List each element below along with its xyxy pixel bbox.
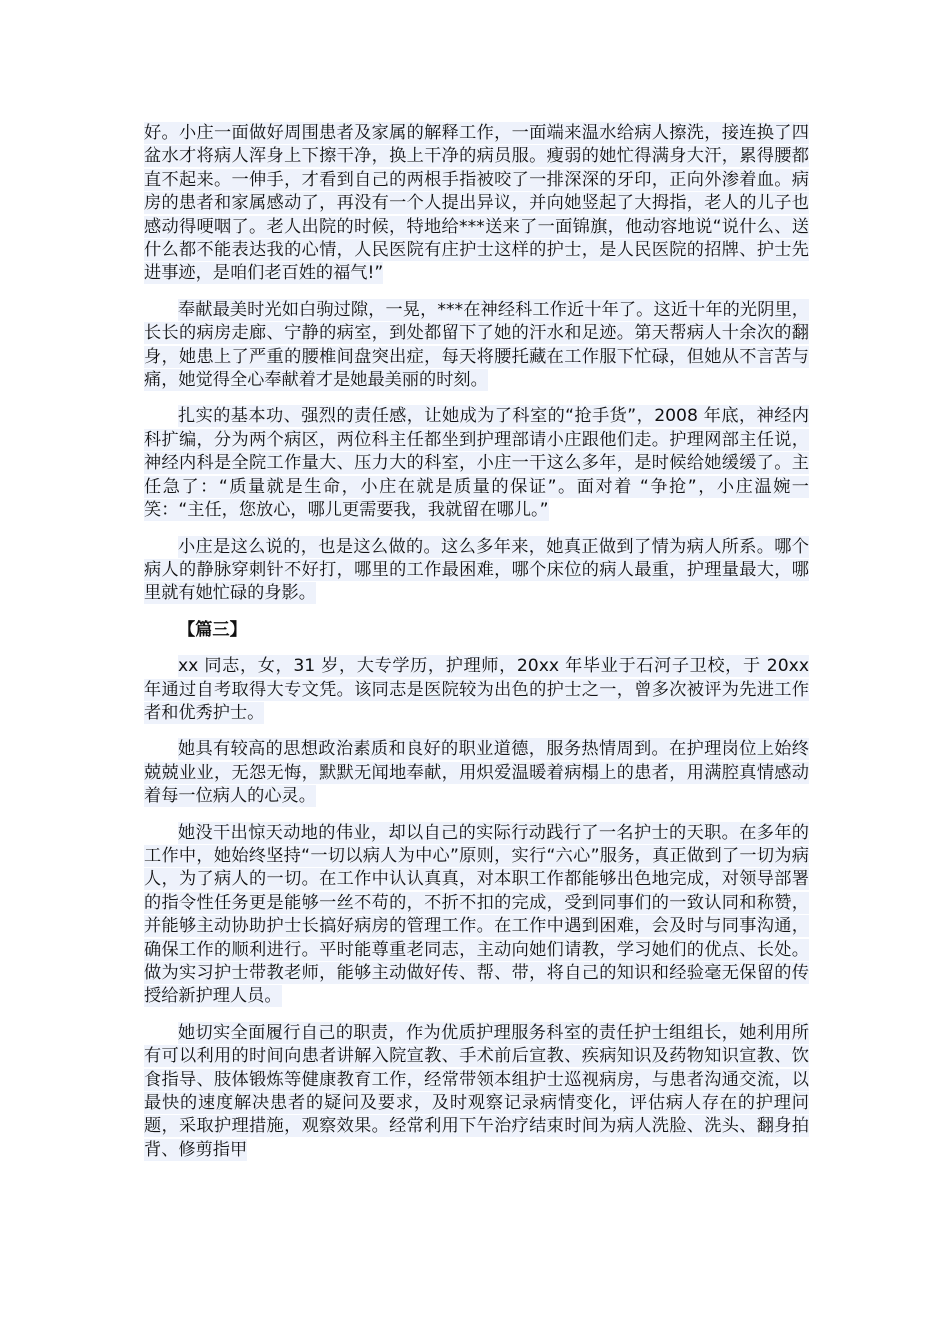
section-heading [144,619,809,642]
paragraph-text: 小庄是这么说的，也是这么做的。这么多年来，她真正做到了情为病人所系。哪个病人的静脉穿刺针不好打，哪里的工作最困难，哪个床位的病人最重，护理量最大，哪里就有她忙碌的身影。 [144,536,809,604]
paragraph-text: 好。小庄一面做好周围患者及家属的解释工作，一面端来温水给病人擦洗，接连换了四盆水才将病人浑身上下擦干净，换上干净的病员服。瘦弱的她忙得满身大汗，累得腰都直不起来。一伸手，才看到自己的两根手指被咬了一排深深的牙印，正向外渗着血。病房的患者和家属感动了，再没有一个人提出异议，并向她竖起了大拇指，老人的儿子也感动得哽咽了。老人出院的时候，特地给***送来了一面锦旗，他动容地说“说什么、送什么都不能表达我的心情，人民医院有庄护士这样的护士，是人民医院的招牌、护士先进事迹，是咱们老百姓的福气!” [144,123,809,284]
paragraph-text: xx 同志，女，31 岁，大专学历，护理师，20xx 年毕业于石河子卫校，于 20xx 年通过自考取得大专文凭。该同志是医院较为出色的护士之一，曾多次被评为先进工作者和优秀护士。 [144,656,809,723]
section-heading-text: 【篇三】 [178,619,247,640]
paragraph [144,405,809,522]
paragraph [144,655,809,725]
paragraph [144,822,809,1009]
document-body [144,122,809,1175]
paragraph [144,1022,809,1162]
paragraph-text: 奉献最美时光如白驹过隙，一晃，***在神经科工作近十年了。这近十年的光阴里，长长的病房走廊、宁静的病室，到处都留下了她的汗水和足迹。第天帮病人十余次的翻身，她患上了严重的腰椎间盘突出症，每天将腰托藏在工作服下忙碌，但她从不言苦与痛，她觉得全心奉献着才是她最美丽的时刻。 [144,299,809,391]
paragraph-continuation [144,122,809,286]
paragraph [144,299,809,393]
paragraph-text: 她没干出惊天动地的伟业，却以自己的实际行动践行了一名护士的天职。在多年的工作中，她始终坚持“一切以病人为中心”原则，实行“六心”服务，真正做到了一切为病人，为了病人的一切。在工作中认认真真，对本职工作都能够出色地完成，对领导部署的指令性任务更是能够一丝不苟的，不折不扣的完成，受到同事们的一致认同和称赞，并能够主动协助护士长搞好病房的管理工作。在工作中遇到困难，会及时与同事沟通，确保工作的顺利进行。平时能尊重老同志，主动向她们请教，学习她们的优点、长处。做为实习护士带教老师，能够主动做好传、帮、带，将自己的知识和经验毫无保留的传授给新护理人员。 [144,822,809,1007]
paragraph-text: 她切实全面履行自己的职责，作为优质护理服务科室的责任护士组组长，她利用所有可以利用的时间向患者讲解入院宣教、手术前后宣教、疾病知识及药物知识宣教、饮食指导、肢体锻炼等健康教育工作，经常带领本组护士巡视病房，与患者沟通交流，以最快的速度解决患者的疑问及要求，及时观察记录病情变化，评估病人存在的护理问题，采取护理措施，观察效果。经常利用下午治疗结束时间为病人洗脸、洗头、翻身拍背、修剪指甲 [144,1022,809,1160]
paragraph-text: 扎实的基本功、强烈的责任感，让她成为了科室的“抢手货”，2008 年底，神经内科扩编，分为两个病区，两位科主任都坐到护理部请小庄跟他们走。护理网部主任说，神经内科是全院工作量大、压力大的科室，小庄一干这么多年，是时候给她缓缓了。主任急了：“质量就是生命，小庄在就是质量的保证”。面对着 “争抢”，小庄温婉一笑：“主任，您放心，哪儿更需要我，我就留在哪儿。” [144,406,809,521]
paragraph [144,738,809,808]
paragraph-text: 她具有较高的思想政治素质和良好的职业道德，服务热情周到。在护理岗位上始终兢兢业业，无怨无悔，默默无闻地奉献，用炽爱温暖着病榻上的患者，用满腔真情感动着每一位病人的心灵。 [144,739,809,807]
paragraph [144,536,809,606]
